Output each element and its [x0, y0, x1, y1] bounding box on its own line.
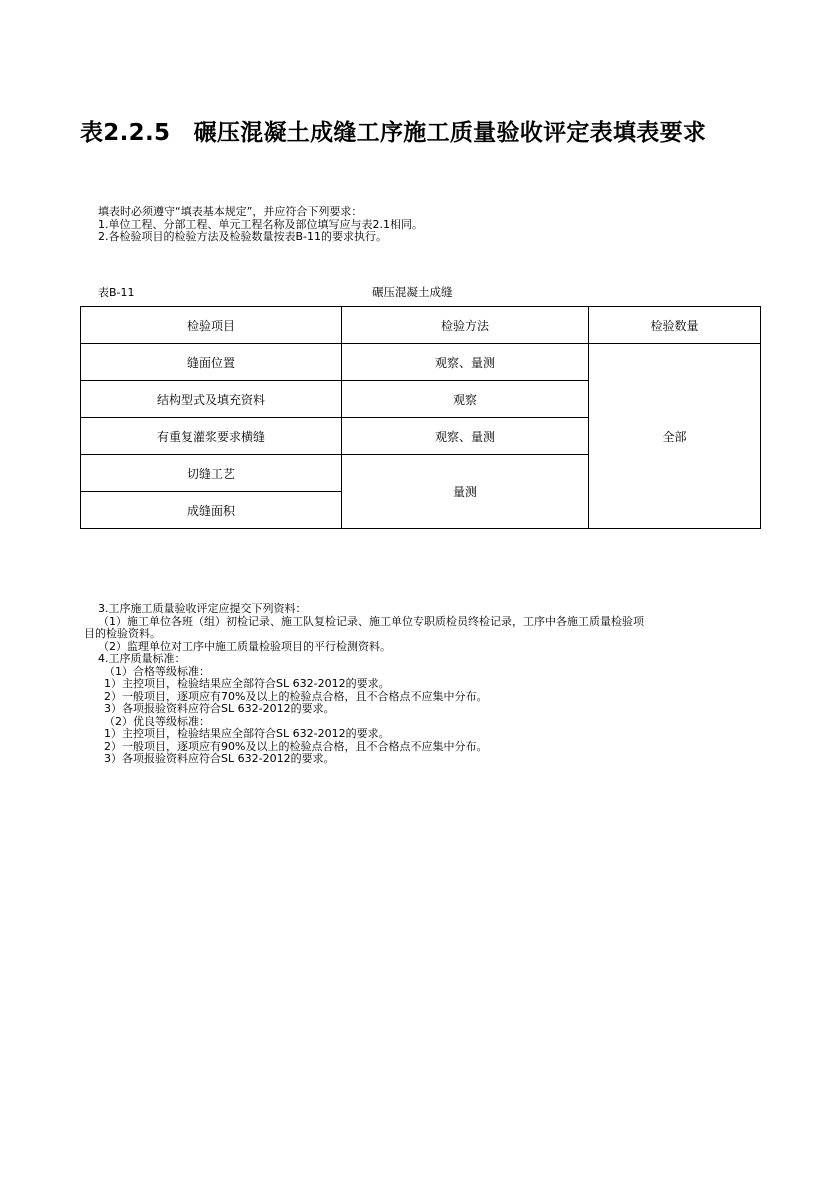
intro-line: 1.单位工程、分部工程、单元工程名称及部位填写应与表2.1相同。 — [98, 217, 423, 231]
intro-text — [98, 206, 423, 244]
note-line: 2）一般项目，逐项应有90%及以上的检验点合格，且不合格点不应集中分布。 — [104, 739, 488, 753]
note-line: 3.工序施工质量验收评定应提交下列资料： — [98, 602, 307, 615]
item-cell: 缝面位置 — [81, 344, 342, 381]
note-line: 2）一般项目，逐项应有70%及以上的检验点合格，且不合格点不应集中分布。 — [104, 689, 488, 703]
method-cell: 量测 — [342, 455, 589, 529]
method-cell: 观察 — [342, 381, 589, 418]
note-line: 3）各项报验资料应符合SL 632-2012的要求。 — [104, 752, 335, 765]
note-line: （2）监理单位对工序中施工质量检验项目的平行检测资料。 — [98, 639, 391, 653]
note-line: （2）优良等级标准： — [104, 714, 210, 728]
note-line: 1）主控项目，检验结果应全部符合SL 632-2012的要求。 — [104, 677, 390, 690]
intro-line: 2.各检验项目的检验方法及检验数量按表B-11的要求执行。 — [98, 230, 388, 243]
method-cell: 观察、量测 — [342, 344, 589, 381]
item-cell: 结构型式及填充资料 — [81, 381, 342, 418]
item-cell: 有重复灌浆要求横缝 — [81, 418, 342, 455]
note-line: 1）主控项目，检验结果应全部符合SL 632-2012的要求。 — [104, 727, 390, 740]
note-line: （1）施工单位各班（组）初检记录、施工队复检记录、施工单位专职质检员终检记录，工序中各施工质量检验项 — [98, 614, 644, 628]
table-code: 表B-11 — [98, 286, 135, 299]
quantity-cell: 全部 — [589, 344, 761, 529]
item-cell: 成缝面积 — [81, 492, 342, 529]
notes-text — [84, 603, 764, 766]
inspection-table — [80, 306, 761, 529]
note-line: 4.工序质量标准： — [98, 652, 186, 665]
header-cell-quantity: 检验数量 — [589, 307, 761, 344]
header-cell-item: 检验项目 — [81, 307, 342, 344]
intro-line: 填表时必须遵守“填表基本规定”，并应符合下列要求： — [98, 205, 363, 218]
page-title: 表2.2.5 碾压混凝土成缝工序施工质量验收评定表填表要求 — [80, 120, 707, 146]
method-cell: 观察、量测 — [342, 418, 589, 455]
header-cell-method: 检验方法 — [342, 307, 589, 344]
item-cell: 切缝工艺 — [81, 455, 342, 492]
table-row — [81, 344, 761, 381]
note-line: （1）合格等级标准： — [104, 664, 210, 678]
note-line: 3）各项报验资料应符合SL 632-2012的要求。 — [104, 702, 335, 715]
table-header-row — [81, 307, 761, 344]
table-name: 碾压混凝土成缝 — [372, 285, 453, 299]
note-line: 目的检验资料。 — [84, 627, 161, 640]
